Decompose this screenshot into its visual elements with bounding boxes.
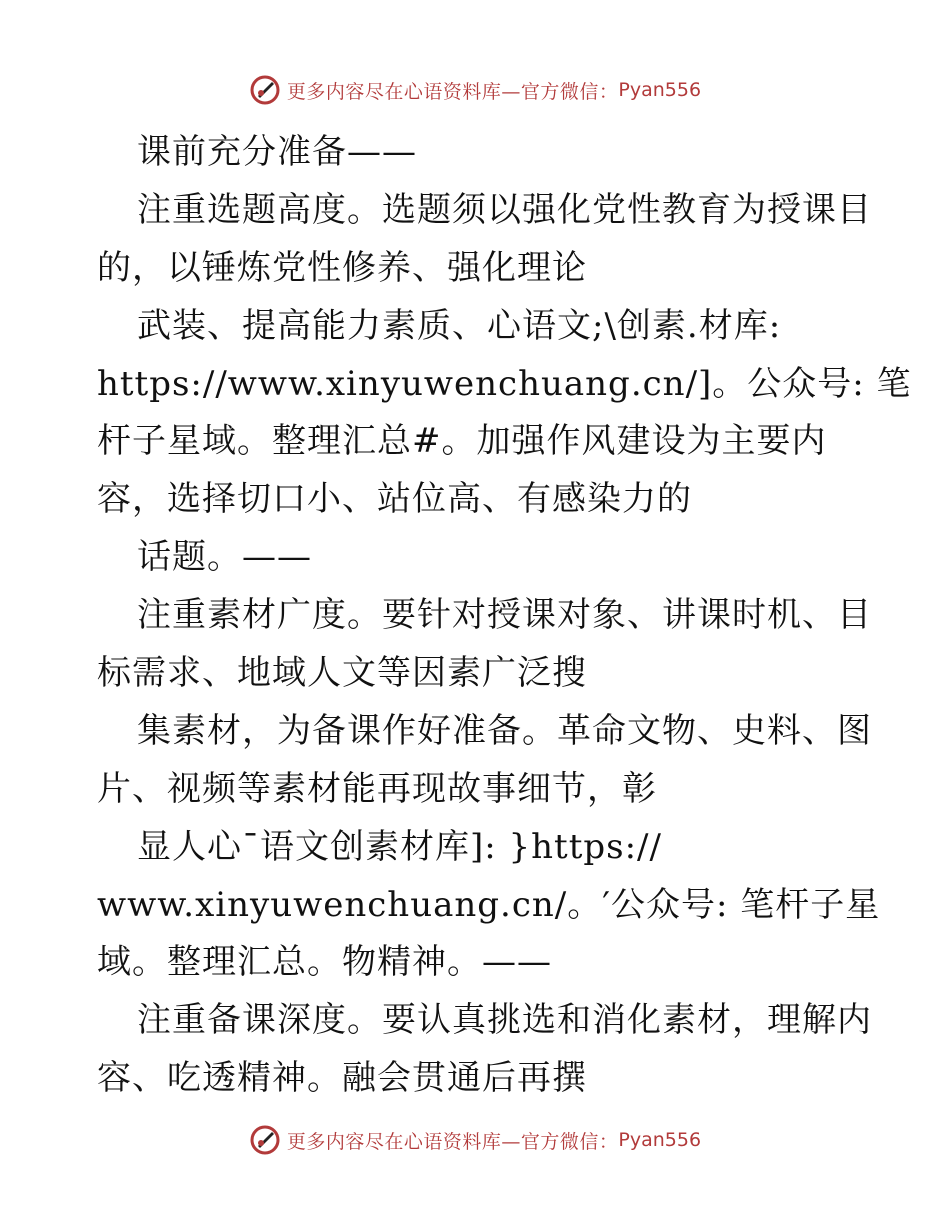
header-banner — [0, 70, 950, 110]
text-line: 注重素材广度。要针对授课对象、讲课时机、目 — [137, 595, 872, 636]
text-line: 武装、提高能力素质、心语文;\创素.材库: — [137, 305, 782, 346]
footer-banner — [0, 1120, 950, 1160]
text-line: 容，选择切口小、站位高、有感染力的 — [97, 479, 692, 520]
text-line: 标需求、地域人文等因素广泛搜 — [97, 653, 587, 694]
banner-wechat-id: Pyan556 — [618, 1129, 702, 1151]
text-line: 集素材，为备课作好准备。革命文物、史料、图 — [137, 710, 872, 751]
banner-text: 更多内容尽在心语资料库—官方微信： — [286, 1130, 619, 1153]
text-line: 杆子星域。整理汇总#。加强作风建设为主要内 — [97, 421, 827, 462]
text-line: 显人心¯语文创素材库]: }https:// — [137, 826, 662, 867]
text-line: 容、吃透精神。融会贯通后再撰 — [97, 1058, 587, 1099]
brand-logo-icon — [249, 74, 281, 106]
document-body — [97, 124, 912, 1108]
banner-text: 更多内容尽在心语资料库—官方微信： — [286, 80, 619, 103]
text-line: 话题。—— — [137, 537, 312, 578]
text-line: 域。整理汇总。物精神。—— — [97, 942, 552, 983]
text-line: www.xinyuwenchuang.cn/。′公众号: 笔杆子星 — [97, 884, 881, 925]
text-line: 注重选题高度。选题须以强化党性教育为授课目 — [137, 189, 872, 230]
text-line: 的，以锤炼党性修养、强化理论 — [97, 247, 587, 288]
brand-logo-icon — [249, 1124, 281, 1156]
text-line: 课前充分准备—— — [137, 132, 417, 172]
text-line: 注重备课深度。要认真挑选和消化素材，理解内 — [137, 1000, 872, 1041]
text-line: 片、视频等素材能再现故事细节，彰 — [97, 768, 657, 809]
text-line: https://www.xinyuwenchuang.cn/]。公众号: 笔 — [97, 363, 912, 404]
banner-wechat-id: Pyan556 — [618, 79, 702, 101]
